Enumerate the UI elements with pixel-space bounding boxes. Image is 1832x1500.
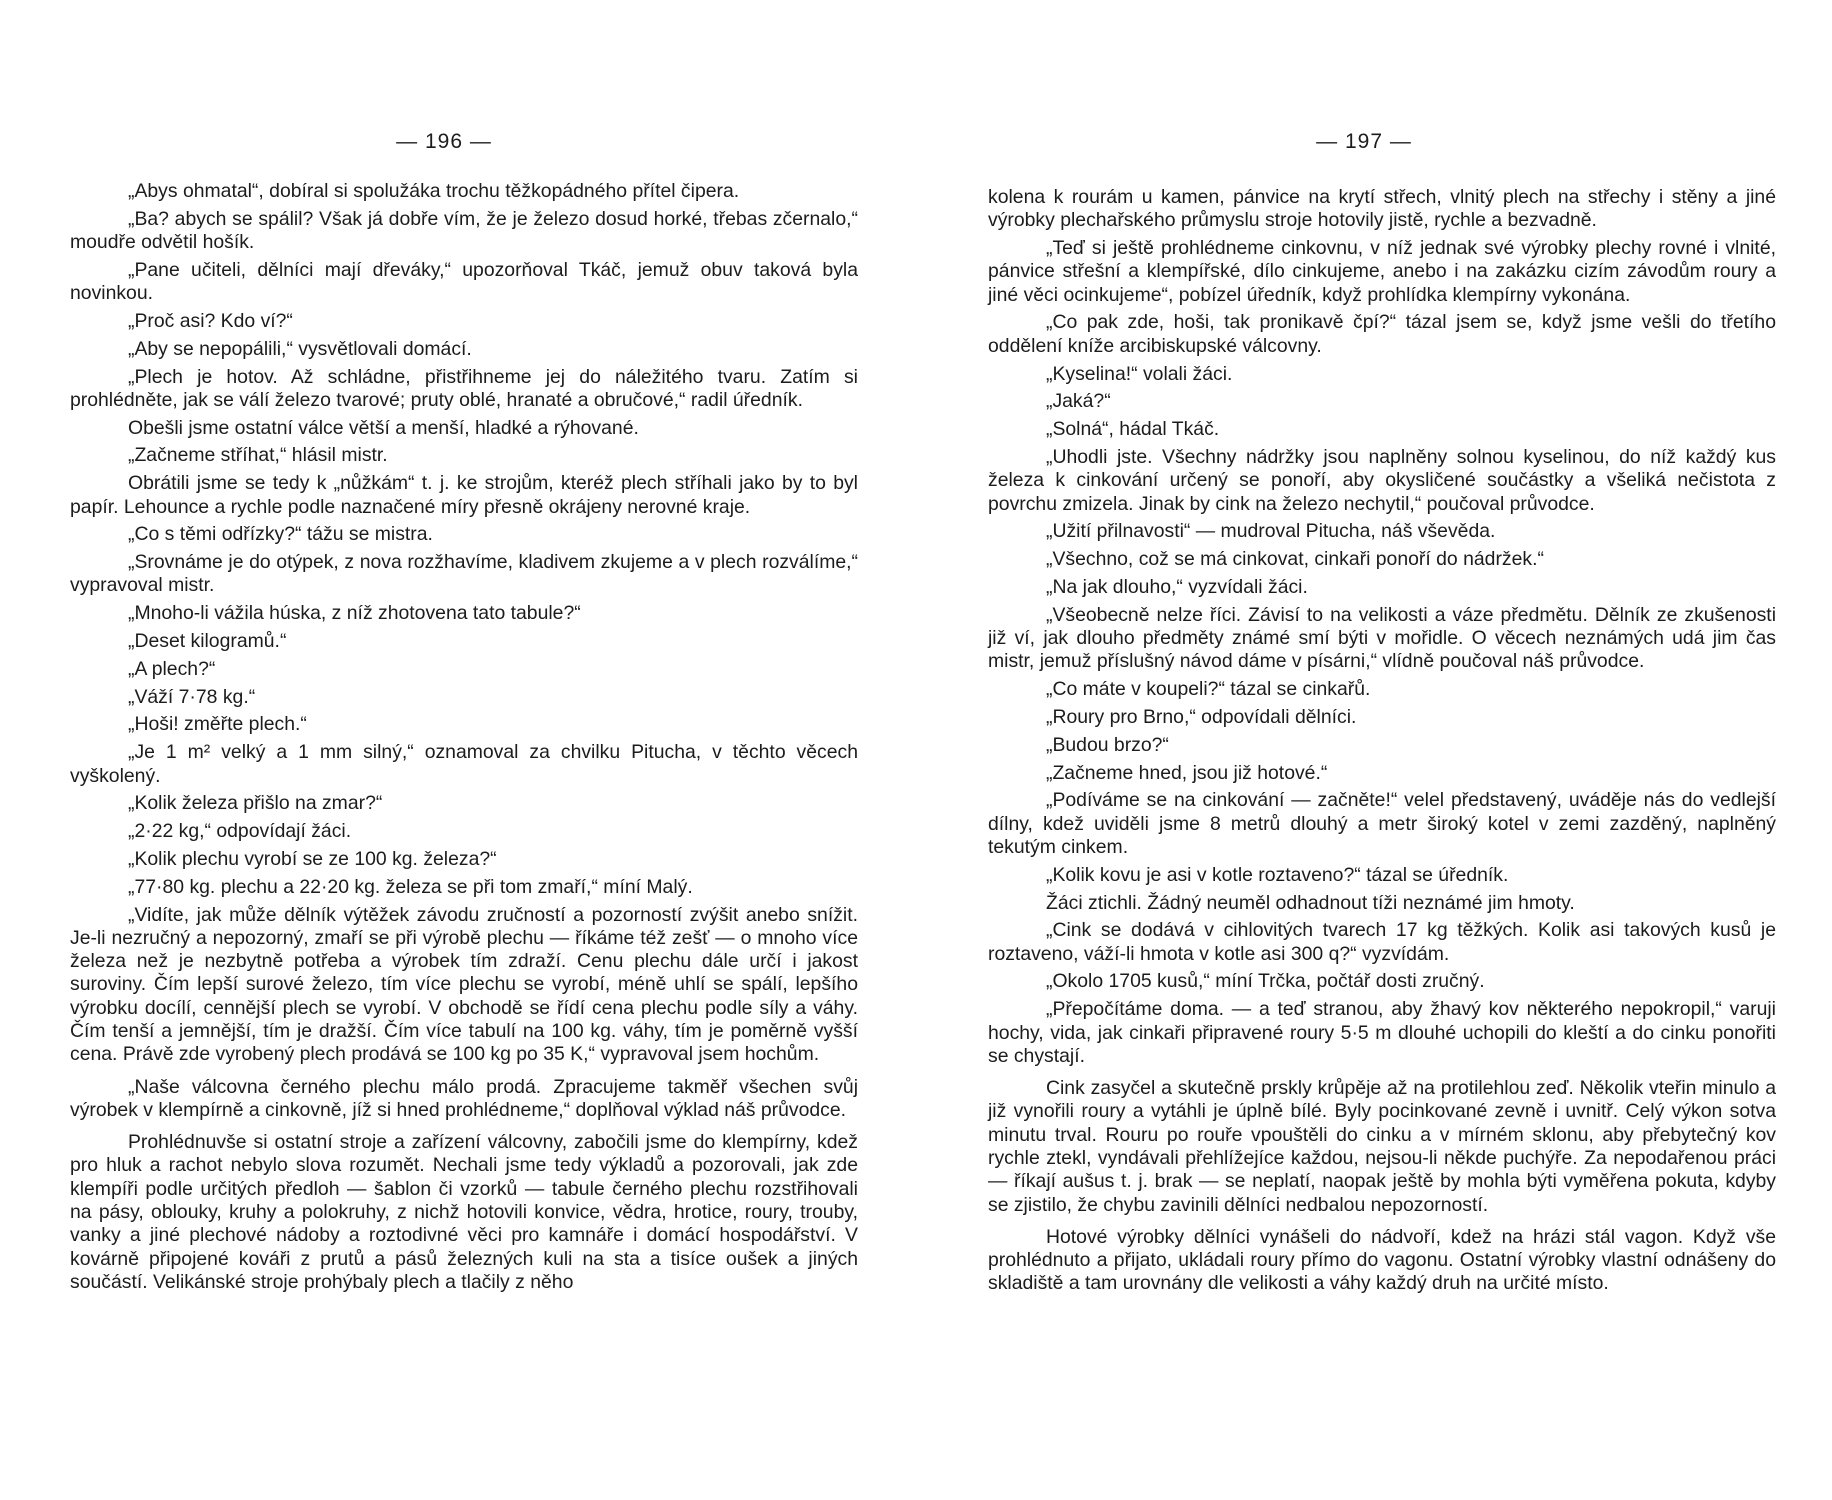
page-text (988, 186, 1776, 1300)
paragraph: „Co s těmi odřízky?“ tážu se mistra. (128, 523, 433, 546)
paragraph: „Začneme stříhat,“ hlásil mistr. (128, 444, 388, 467)
paragraph: „Kolik kovu je asi v kotle roztaveno?“ tázal se úředník. (1046, 863, 1509, 886)
paragraph: „Roury pro Brno,“ odpovídali dělníci. (1046, 705, 1357, 728)
paragraph: „Kolik železa přišlo na zmar?“ (128, 792, 383, 815)
paragraph: Prohlédnuvše si ostatní stroje a zařízení válcovny, zabočili jsme do klempírny, kdež pro hluk a rachot nebylo slova rozumět. Nechali jsme tedy výkladů a pozorovali, jak zde klempíři podle určitých předloh — šablon či vzorků — tabule černého plechu rozstřihovali na pásy, oblouky, kruhy a polokruhy, z nichž hotovili konvice, vědra, hrotice, roury, trouby, vanky a jiné plechové nádoby a roztodivné věci pro kamnáře i domácí hospodářství. V kovárně připojené kováři z prutů a pásů železných kuli na sta a tisíce oušek a jiných součástí. Velikánské stroje prohýbaly plech a tlačily z něho (70, 1131, 858, 1293)
left-page (70, 0, 858, 1500)
paragraph: „Kolik plechu vyrobí se ze 100 kg. železa?“ (128, 847, 497, 870)
paragraph: „Solná“, hádal Tkáč. (1046, 418, 1220, 441)
paragraph: „Proč asi? Kdo ví?“ (128, 309, 293, 332)
paragraph: „Naše válcovna černého plechu málo prodá. Zpracujeme takměř všechen svůj výrobek v klempírně a cinkovně, jíž si hned prohlédneme,“ doplňoval výklad náš průvodce. (70, 1075, 858, 1121)
paragraph: „Uhodli jste. Všechny nádržky jsou naplněny solnou kyselinou, do níž každý kus železa k cinkování určený se ponoří, aby okysličené součástky a všeliká nečistota z povrchu zmizela. Jinak by cink na železo nechytil,“ poučoval průvodce. (988, 445, 1776, 515)
paragraph: Obrátili jsme se tedy k „nůžkám“ t. j. ke strojům, kteréž plech stříhali jako by to byl papír. Lehounce a rychle podle naznačené míry přesně okrájeny nerovné kraje. (70, 472, 858, 518)
page-number: — 197 — (1316, 130, 1412, 153)
paragraph: „77·80 kg. plechu a 22·20 kg. železa se při tom zmaří,“ míní Malý. (128, 875, 693, 898)
paragraph: „Co máte v koupeli?“ tázal se cinkařů. (1046, 678, 1371, 701)
paragraph: „Mnoho-li vážila húska, z níž zhotovena tato tabule?“ (128, 602, 581, 625)
paragraph: Cink zasyčel a skutečně prskly krůpěje až na protilehlou zeď. Několik vteřin minulo a již vynořili roury a vytáhli je úplně bílé. Byly pocinkované zevně i uvnitř. Celý výkon sotva minutu trval. Rouru po rouře vpouštěli do cinku a v mírném sklonu, aby přebytečný kov rychle ztekl, vyndávali přehlížejíce každou, nejsou-li někde puchýře. Za nepodařenou práci — říkají aušus t. j. brak — se neplatí, naopak ještě by mohla býti vyměřena pokuta, kdyby se zjistilo, že chybu zavinili dělníci nedbalou nepozorností. (988, 1077, 1776, 1216)
paragraph: „Ba? abych se spálil? Však já dobře vím, že je železo dosud horké, třebas zčernalo,“ moudře odvětil hošík. (70, 207, 858, 254)
paragraph: „Co pak zde, hoši, tak pronikavě čpí?“ tázal jsem se, když jsme vešli do třetího oddělení knížе arcibiskupské válcovny. (988, 311, 1776, 357)
paragraph: „Všechno, což se má cinkovat, cinkaři ponoří do nádržek.“ (1046, 548, 1544, 571)
paragraph: „Budou brzo?“ (1046, 733, 1169, 756)
paragraph: „Okolo 1705 kusů,“ míní Trčka, počtář dosti zručný. (1046, 970, 1485, 993)
paragraph: „Užití přilnavosti“ — mudroval Pitucha, náš vševěda. (1046, 520, 1496, 543)
paragraph: „Podíváme se na cinkování — začněte!“ velel představený, uváděje nás do vedlejší dílny, kdež uviděli jsme 8 metrů dlouhý a metr široký kotel v zemi zazděný, naplněný tekutým cinkem. (988, 789, 1776, 858)
paragraph: „Všeobecně nelze říci. Závisí to na velikosti a váze předmětu. Dělník ze zkušenosti již ví, jak dlouho předměty známé smí býti v mořidle. O věcech neznámých udá jim čas mistr, jemuž příslušný návod dáme v písárni,“ vlídně poučoval náš průvodce. (988, 603, 1776, 673)
paragraph: Obešli jsme ostatní válce větší a menší, hladké a rýhované. (128, 416, 639, 439)
paragraph: „Plech je hotov. Až schládne, přistřihneme jej do náležitého tvaru. Zatím si prohlédněte, jak se válí železo tvarové; pruty oblé, hranaté a obručové,“ radil úředník. (70, 365, 858, 411)
paragraph: Žáci ztichli. Žádný neuměl odhadnout tíži neznámé jim hmoty. (1046, 891, 1575, 914)
right-page (988, 0, 1776, 1500)
paragraph: „Abys ohmatal“, dobíral si spolužáka trochu těžkopádného přítel čipera. (128, 180, 740, 202)
page-number: — 196 — (396, 130, 492, 153)
page-text (70, 180, 858, 1299)
paragraph: „Je 1 m² velký a 1 mm silný,“ oznamoval za chvilku Pitucha, v těchto věcech vyškolený. (70, 741, 858, 787)
paragraph: Hotové výrobky dělníci vynášeli do nádvoří, kdež na hrázi stál vagon. Když vše prohlédnuto a přijato, ukládali roury přímo do vagonu. Ostatní výrobky vlastní odnášeny do skladiště a tam urovnány dle velikosti a váhy každý druh na určité místo. (988, 1225, 1776, 1295)
paragraph: „Teď si ještě prohlédneme cinkovnu, v níž jednak své výrobky plechy rovné i vlnité, pánvice střešní a klempířské, dílo cinkujeme, anebo i na zakázku cizím závodům roury a jiné věci ocinkujeme“, pobízel úředník, když prohlídka klempírny vykonána. (988, 237, 1776, 306)
paragraph: „Přepočítáme doma. — a teď stranou, aby žhavý kov některého nepokropil,“ varuji hochy, vida, jak cinkaři připravené roury 5·5 m dlouhé uchopili do kleští a do cinku ponořiti se chystají. (988, 998, 1776, 1067)
paragraph: kolena k rourám u kamen, pánvice na krytí střech, vlnitý plech na střechy i stěny a jiné výrobky plechařského průmyslu stroje hotovily jistě, rychle a bezvadně. (988, 186, 1776, 232)
paragraph: „Jaká?“ (1046, 390, 1111, 413)
paragraph: „Aby se nepopálili,“ vysvětlovali domácí. (128, 337, 472, 360)
paragraph: „Srovnáme je do otýpek, z nova rozžhavíme, kladivem zkujeme a v plech rozválíme,“ vypravoval mistr. (70, 551, 858, 597)
paragraph: „Deset kilogramů.“ (128, 630, 287, 653)
paragraph: „Hoši! změřte plech.“ (128, 713, 307, 736)
paragraph: „Vidíte, jak může dělník výtěžek závodu zručností a pozorností zvýšit anebo snížit. Je-li nezručný a nepozorný, zmaří se při výrobě plechu — říkáme též zešť — o mnoho více železa než je nezbytně potřeba a výrobek tím zdraží. Cenu plechu dále určí i jakost suroviny. Čím lepší surové železo, tím více plechu se vyrobí, méně uhlí se spálí, lepšího výrobku docílí, cennější plech se vyrobí. V obchodě se řídí cena plechu podle síly a váhy. Čím tenší a jemnější, tím je dražší. Čím více tabulí na 100 kg. váhy, tím je poměrně vyšší cena. Právě zde vyrobený plech prodává se 100 kg po 35 K,“ vypravoval jsem hochům. (70, 903, 858, 1066)
paragraph: „Váží 7·78 kg.“ (128, 685, 256, 708)
paragraph: „Na jak dlouho,“ vyzvídali žáci. (1046, 575, 1308, 598)
paragraph: „Cink se dodává v cihlovitých tvarech 17 kg těžkých. Kolik asi takových kusů je roztaveno, váží-li hmota v kotle asi 300 q?“ vyzvídám. (988, 919, 1776, 965)
paragraph: „A plech?“ (128, 657, 216, 680)
paragraph: „Kyselina!“ volali žáci. (1046, 362, 1233, 385)
paragraph: „2·22 kg,“ odpovídají žáci. (128, 820, 352, 843)
paragraph: „Pane učiteli, dělníci mají dřeváky,“ upozorňoval Tkáč, jemuž obuv taková byla novinkou. (70, 258, 858, 305)
paragraph: „Začneme hned, jsou již hotové.“ (1046, 761, 1328, 784)
